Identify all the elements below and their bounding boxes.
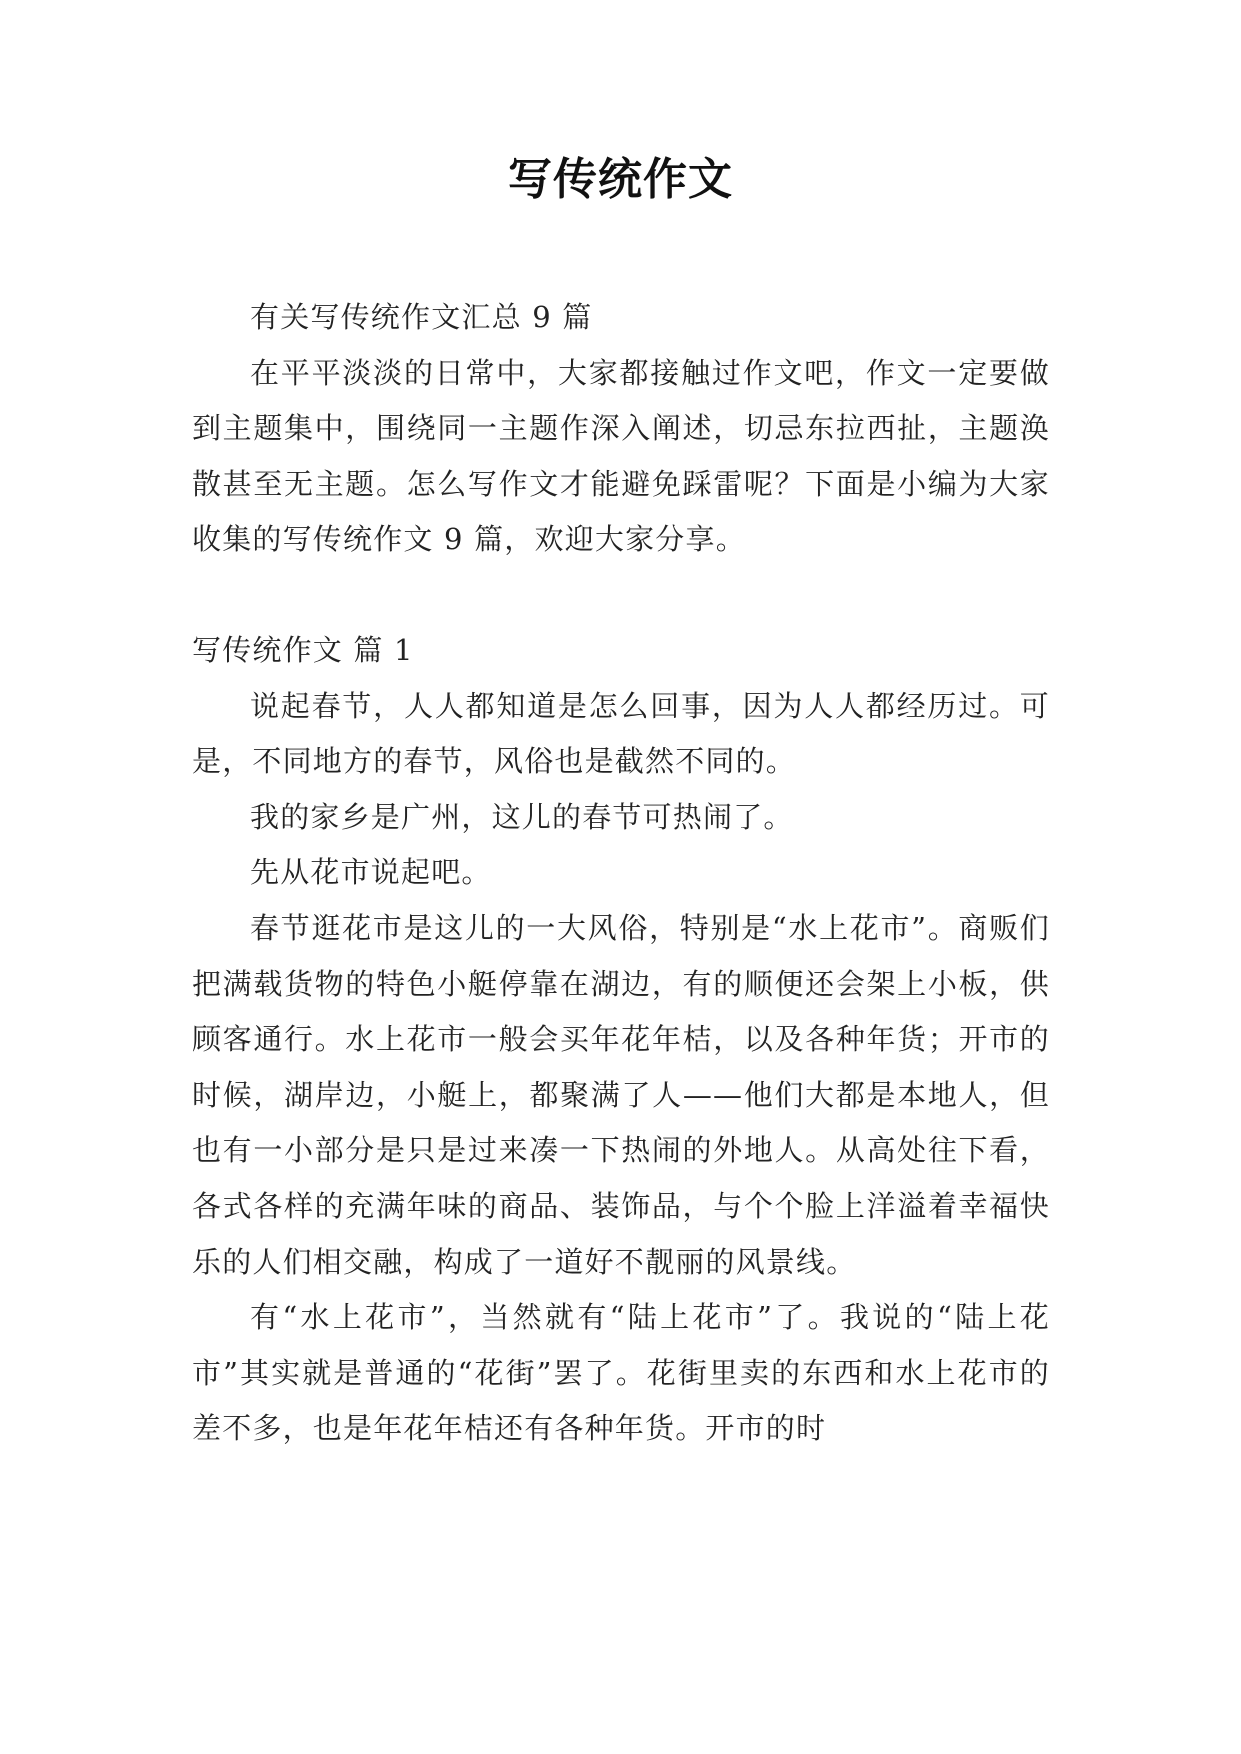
section-paragraph: 我的家乡是广州，这儿的春节可热闹了。 — [250, 799, 794, 834]
section-paragraph: 有“水上花市”，当然就有“陆上花市”了。我说的“陆上花市”其实就是普通的“花街”罢了。花街里卖的东西和水上花市的差不多，也是年花年桔还有各种年货。开市的时 — [192, 1300, 1050, 1446]
intro-paragraph: 在平平淡淡的日常中，大家都接触过作文吧，作文一定要做到主题集中，围绕同一主题作深入阐述，切忌东拉西扯，主题涣散甚至无主题。怎么写作文才能避免踩雷呢？下面是小编为大家收集的写传统作文 9 篇，欢迎大家分享。 — [192, 355, 1050, 557]
section-paragraph: 先从花市说起吧。 — [250, 855, 492, 890]
section-heading: 写传统作文 篇 1 — [192, 632, 414, 667]
intro-heading: 有关写传统作文汇总 9 篇 — [250, 300, 593, 334]
document-body — [192, 290, 1050, 1457]
section-paragraph: 说起春节，人人都知道是怎么回事，因为人人都经历过。可是，不同地方的春节，风俗也是截然不同的。 — [192, 688, 1050, 779]
document-title: 写传统作文 — [508, 154, 733, 205]
section-paragraph: 春节逛花市是这儿的一大风俗，特别是“水上花市”。商贩们把满载货物的特色小艇停靠在湖边，有的顺便还会架上小板，供顾客通行。水上花市一般会买年花年桔，以及各种年货；开市的时候，湖岸边，小艇上，都聚满了人——他们大都是本地人，但也有一小部分是只是过来凑一下热闹的外地人。从高处往下看，各式各样的充满年味的商品、装饰品，与个个脸上洋溢着幸福快乐的人们相交融，构成了一道好不靓丽的风景线。 — [192, 910, 1050, 1279]
